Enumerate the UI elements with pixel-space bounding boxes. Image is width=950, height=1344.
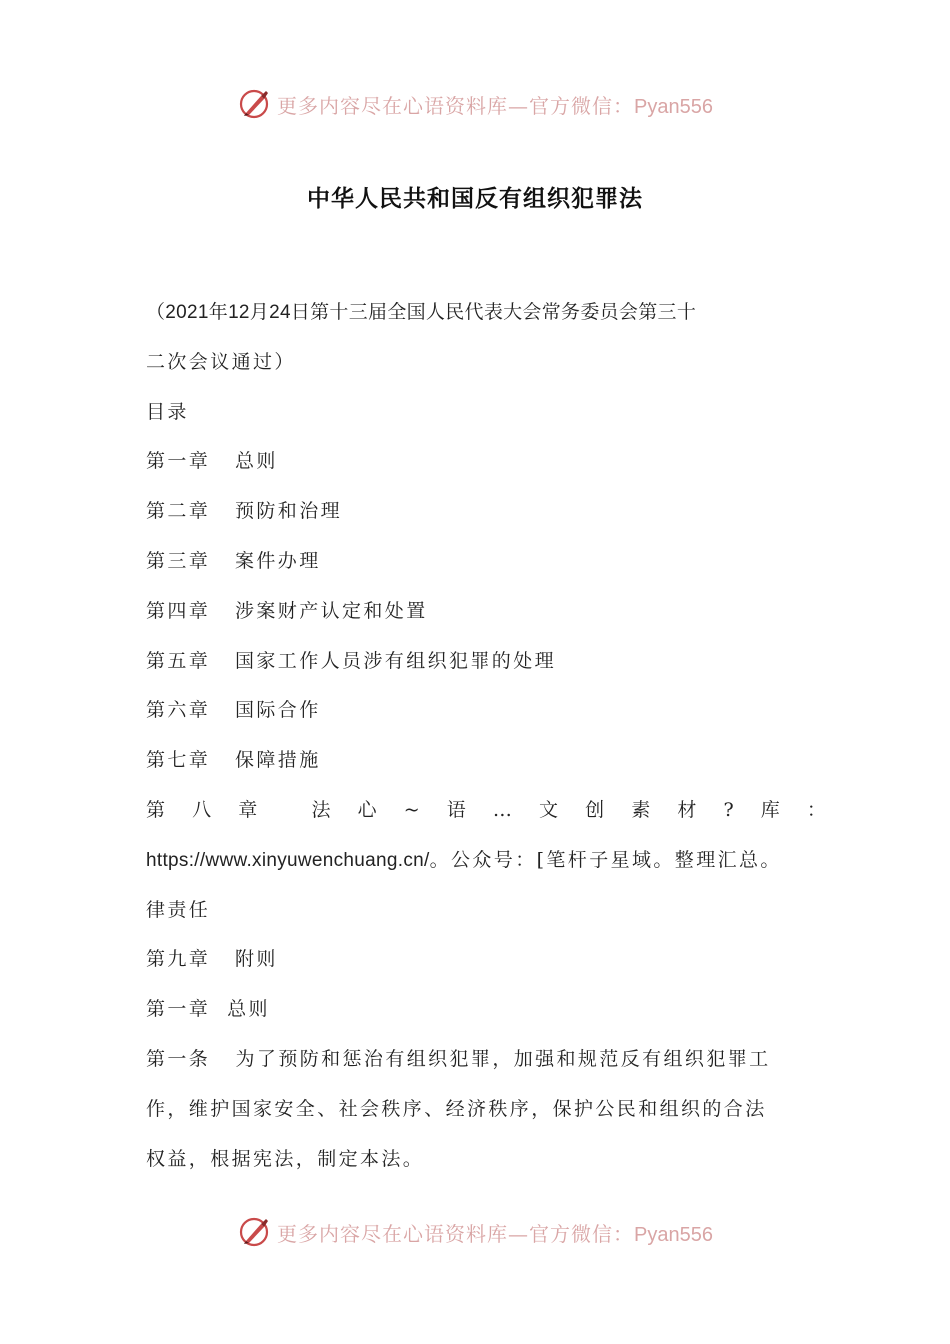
chapter8-char: 第: [146, 798, 166, 821]
chapter8-char: 八: [192, 798, 212, 821]
chapter8-char: 语: [446, 798, 466, 821]
toc-item: [146, 637, 826, 687]
toc-item-chapter-8-line-2: [146, 836, 826, 886]
toc-item: [146, 487, 826, 537]
chapter8-char: 章: [238, 798, 258, 821]
toc-item-number: 第三章: [146, 549, 211, 572]
adoption-note-line-2: 二次会议通过）: [146, 350, 296, 373]
toc-item-chapter-8-line-3: 律责任: [146, 898, 211, 921]
chapter8-char: 法: [311, 798, 331, 821]
banner-wechat-id: Pyan556: [634, 95, 713, 118]
header-watermark: [0, 82, 950, 126]
document-title: 中华人民共和国反有组织犯罪法: [307, 186, 643, 212]
toc-heading: 目录: [146, 400, 189, 423]
article-1-line-2: 作，维护国家安全、社会秩序、经济秩序，保护公民和组织的合法: [146, 1097, 767, 1120]
chapter8-char: ~: [403, 798, 420, 821]
toc-item: [146, 537, 826, 587]
toc-item-title: 案件办理: [235, 549, 321, 572]
toc-item: [146, 437, 826, 487]
toc-item-number: 第二章: [146, 500, 211, 523]
chapter8-line-2-text: 。公众号：[笔杆子星域。整理汇总。: [429, 848, 782, 871]
chapter8-char: …: [492, 798, 512, 821]
banner-wechat-id: Pyan556: [634, 1223, 713, 1246]
toc-item-number: 第一章: [146, 450, 211, 473]
document-body: [146, 288, 826, 1184]
banner-slogan: 更多内容尽在心语资料库—官方微信：: [277, 1221, 635, 1246]
toc-item-title: 预防和治理: [235, 500, 343, 523]
toc-item-title: 国家工作人员涉有组织犯罪的处理: [235, 649, 557, 672]
chapter8-char: 库: [760, 798, 780, 821]
toc-item: [146, 686, 826, 736]
chapter8-char: 材: [677, 798, 697, 821]
toc-item-number: 第四章: [146, 599, 211, 622]
chapter8-char: 文: [539, 798, 559, 821]
toc-item-number: 第六章: [146, 699, 211, 722]
footer-watermark: [0, 1210, 950, 1254]
toc-item-chapter-8-line-1: [146, 786, 826, 836]
toc-item-title: 国际合作: [235, 699, 321, 722]
article-1-line-3: 权益，根据宪法，制定本法。: [146, 1147, 425, 1170]
website-url: https://www.xinyuwenchuang.cn/: [146, 849, 430, 871]
chapter-1-heading: 第一章 总则: [146, 998, 270, 1021]
toc-item-title: 附则: [235, 948, 278, 971]
toc-item: [146, 736, 826, 786]
pen-logo-icon: [237, 1215, 271, 1249]
toc-item-title: 总则: [235, 450, 278, 473]
chapter8-char: 创: [585, 798, 605, 821]
adoption-note-line-1: （2021年12月24日第十三届全国人民代表大会常务委员会第三十: [146, 302, 697, 323]
toc-item-title: 涉案财产认定和处置: [235, 599, 428, 622]
article-1-line-1: 第一条 为了预防和惩治有组织犯罪，加强和规范反有组织犯罪工: [146, 1047, 771, 1070]
chapter8-char: 心: [357, 798, 377, 821]
toc-item-number: 第五章: [146, 649, 211, 672]
toc-item-number: 第七章: [146, 749, 211, 772]
toc-item: [146, 587, 826, 637]
chapter8-char: ?: [723, 798, 734, 821]
pen-logo-icon: [237, 87, 271, 121]
toc-item: [146, 935, 826, 985]
chapter8-char: ：: [806, 798, 826, 821]
banner-slogan: 更多内容尽在心语资料库—官方微信：: [277, 93, 635, 118]
toc-item-title: 保障措施: [235, 749, 321, 772]
chapter8-char: 素: [631, 798, 651, 821]
toc-item-number: 第九章: [146, 948, 211, 971]
